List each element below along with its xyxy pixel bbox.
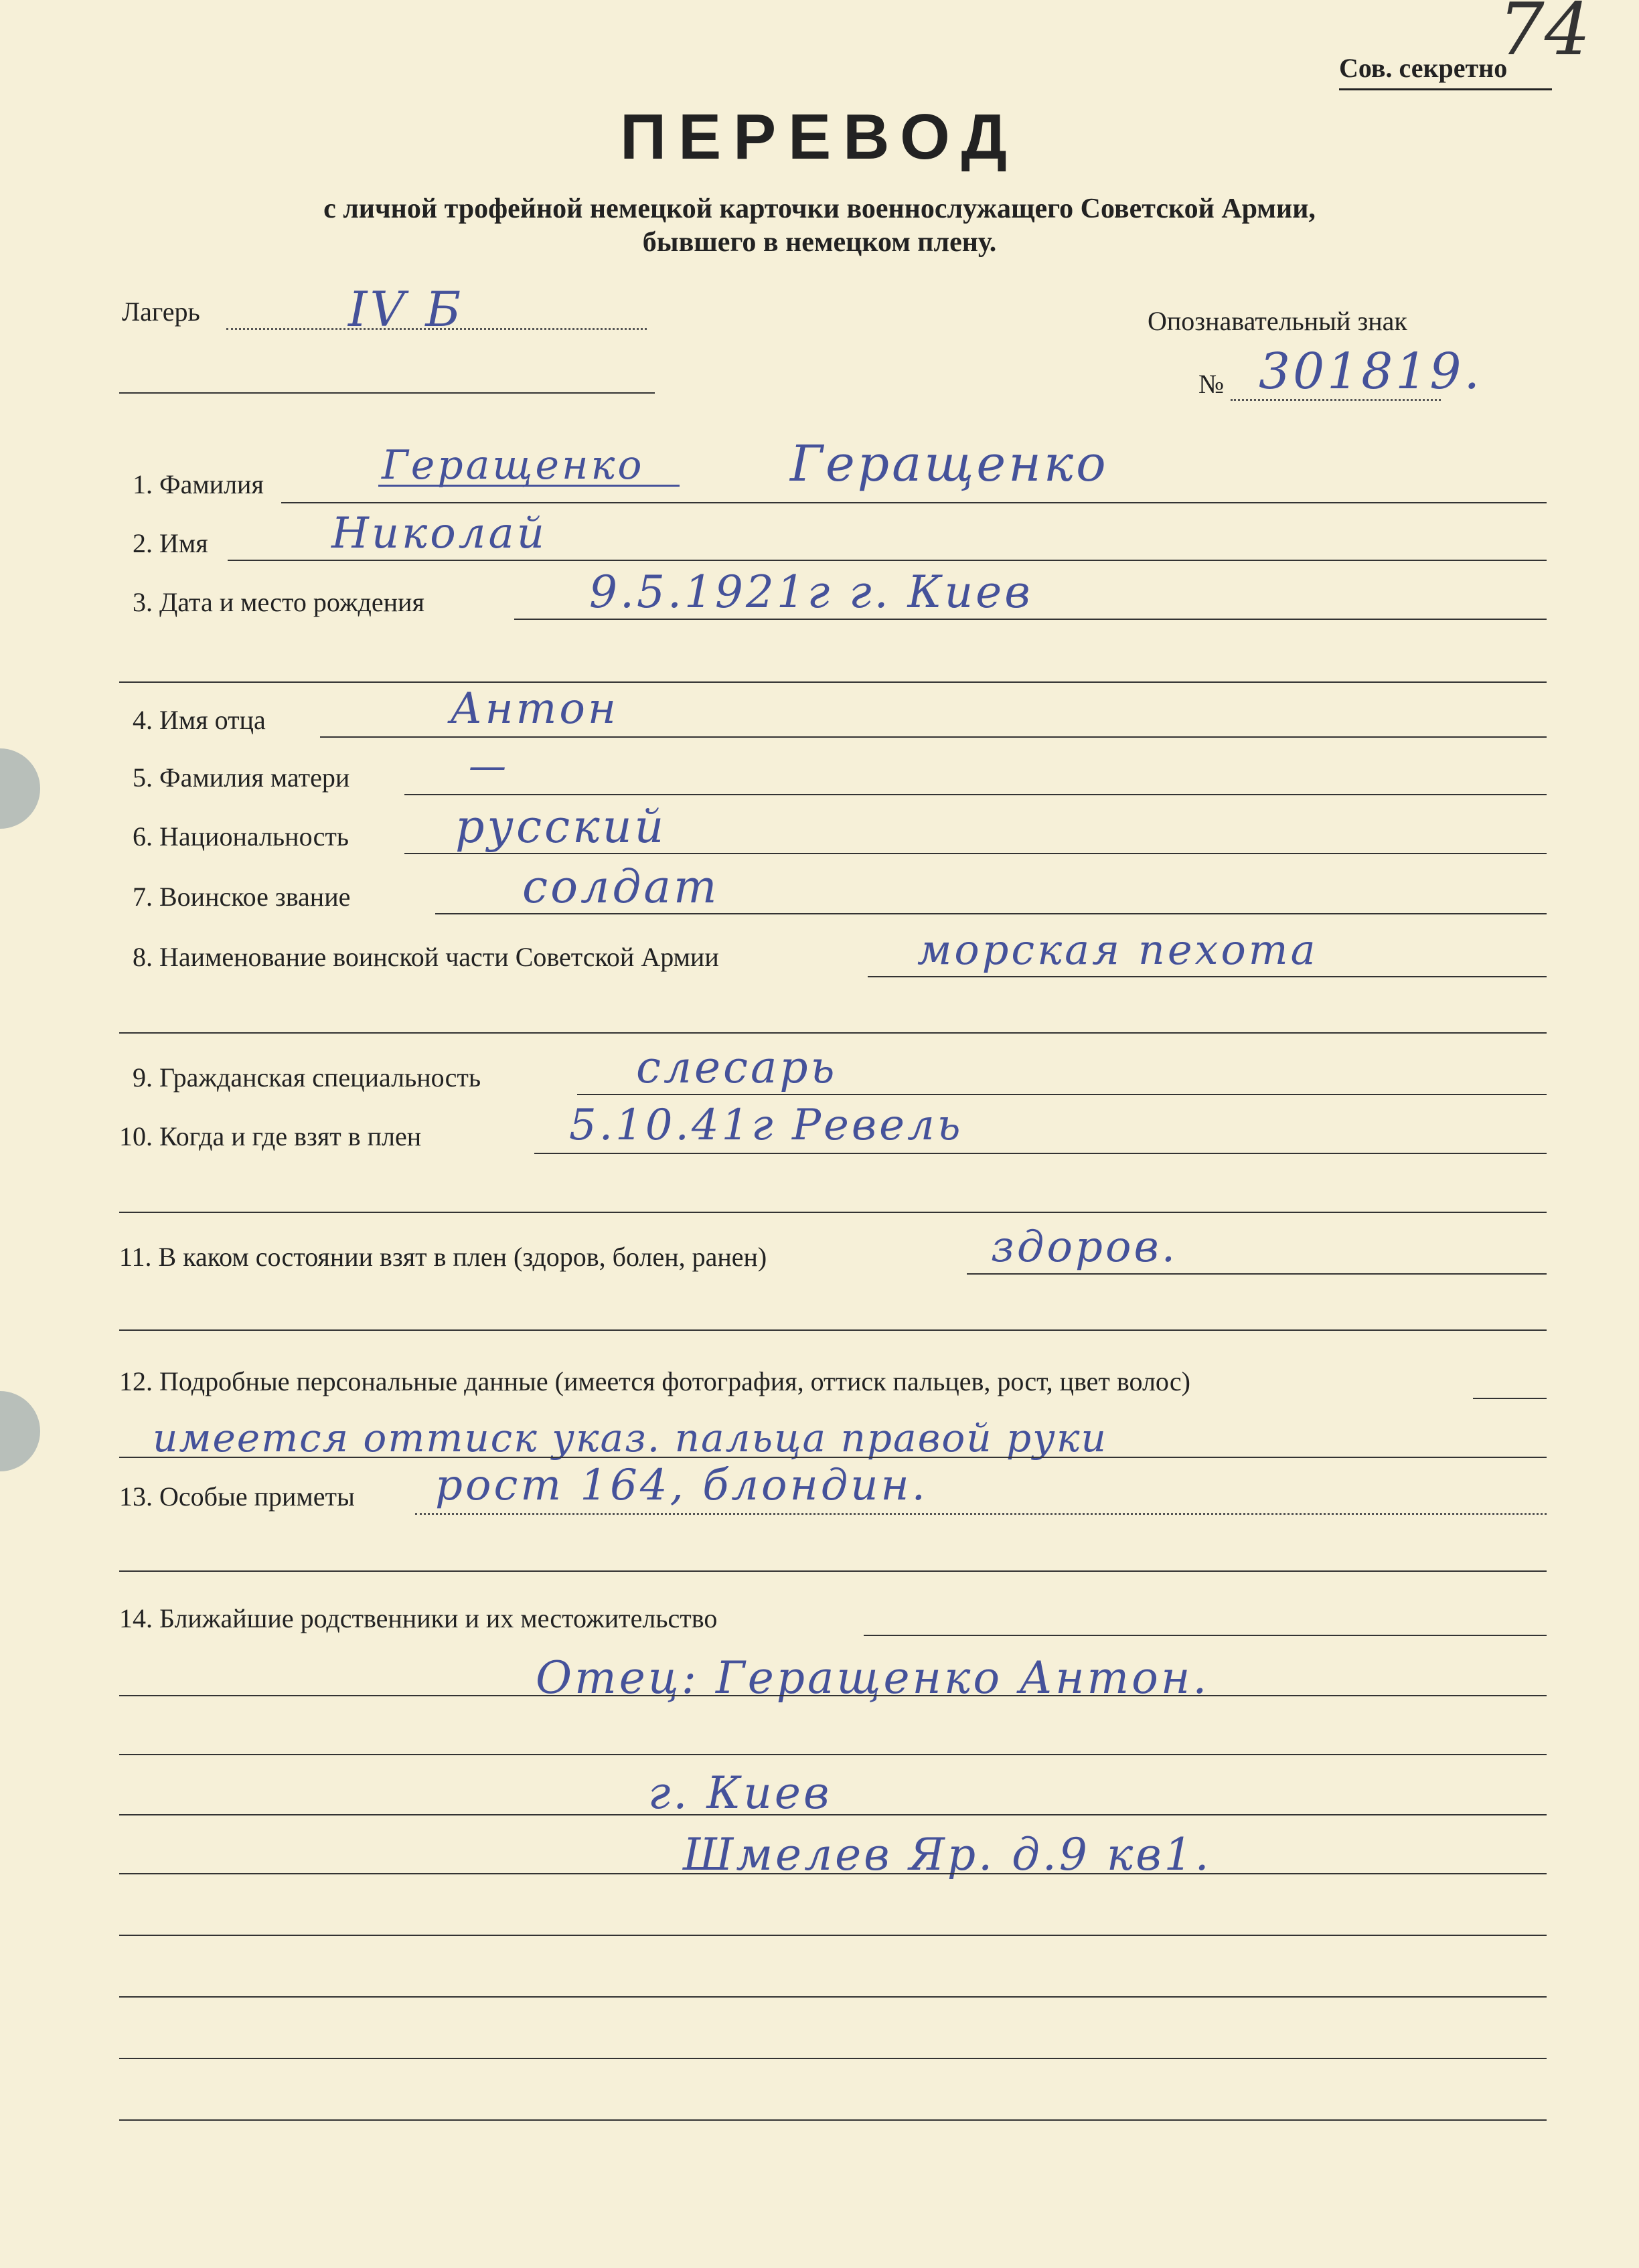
page-number: 74 (1498, 0, 1591, 72)
classification-underline (1339, 88, 1552, 90)
field-personal-data-line (1473, 1398, 1547, 1399)
field-personal-data-line-2 (119, 1457, 1547, 1458)
field-mother-value: — (469, 744, 509, 788)
id-tag-label: Опознавательный знак (1148, 306, 1407, 336)
field-rank-label: 7. Воинское звание (133, 882, 351, 912)
field-father-line (320, 736, 1547, 738)
field-relatives-line-5 (119, 1873, 1547, 1874)
field-relatives-line (864, 1635, 1547, 1636)
punch-hole-top (0, 748, 40, 829)
punch-hole-bottom (0, 1391, 40, 1471)
field-mother-line (404, 794, 1547, 795)
field-condition-value: здоров. (991, 1222, 1178, 1272)
field-surname-struck: Геращенко (382, 442, 645, 489)
field-rank-value: солдат (522, 861, 720, 914)
field-relatives-line3: Шмелев Яр. д.9 кв1. (683, 1829, 1212, 1880)
field-captured-value: 5.10.41г Ревель (569, 1101, 963, 1150)
field-condition-label: 11. В каком состоянии взят в плен (здоров, болен, ранен) (119, 1242, 767, 1272)
field-surname-line (281, 502, 1547, 503)
camp-value: IV Б (348, 281, 464, 337)
field-relatives-line-9 (119, 2119, 1547, 2121)
field-birth-label: 3. Дата и место рождения (133, 587, 424, 617)
field-unit-label: 8. Наименование воинской части Советской Армии (133, 942, 719, 972)
id-number-value: 301819. (1259, 343, 1483, 400)
field-relatives-line-4 (119, 1814, 1547, 1815)
field-name-value: Николай (331, 509, 547, 558)
camp-label: Лагерь (122, 297, 200, 327)
field-condition-line (967, 1273, 1547, 1275)
field-personal-data-value: имеется оттиск указ. пальца правой руки (153, 1415, 1107, 1461)
classification-stamp: Сов. секретно (1339, 53, 1508, 83)
field-specialty-line (577, 1094, 1547, 1095)
camp-second-line (119, 392, 655, 394)
document-subtitle-2: бывшего в немецком плену. (642, 227, 997, 258)
field-name-line (228, 560, 1547, 561)
surname-strikethrough (378, 485, 680, 487)
field-relatives-line-8 (119, 2058, 1547, 2059)
field-specialty-value: слесарь (636, 1042, 838, 1093)
field-relatives-line-6 (119, 1935, 1547, 1936)
document-subtitle: с личной трофейной немецкой карточки военнослужащего Советской Армии, (323, 193, 1316, 224)
field-special-marks-value: рост 164, блондин. (435, 1461, 928, 1510)
field-birth-line (514, 619, 1547, 620)
field-nationality-value: русский (455, 801, 667, 854)
field-nationality-label: 6. Национальность (133, 821, 349, 852)
field-relatives-line2: г. Киев (648, 1767, 832, 1819)
field-name-label: 2. Имя (133, 528, 208, 558)
field-condition-line-2 (119, 1329, 1547, 1331)
field-unit-line (868, 976, 1547, 977)
field-relatives-line-2 (119, 1695, 1547, 1696)
field-personal-data-label: 12. Подробные персональные данные (имеется фотография, оттиск пальцев, рост, цвет волос) (119, 1366, 1190, 1396)
field-birth-value: 9.5.1921г г. Киев (589, 566, 1033, 618)
field-father-label: 4. Имя отца (133, 705, 266, 735)
field-specialty-label: 9. Гражданская специальность (133, 1062, 481, 1092)
field-birth-line-2 (119, 681, 1547, 683)
field-captured-line-2 (119, 1212, 1547, 1213)
field-unit-line-2 (119, 1032, 1547, 1034)
field-relatives-line-3 (119, 1754, 1547, 1755)
field-relatives-line-7 (119, 1996, 1547, 1998)
field-unit-value: морская пехота (917, 925, 1318, 974)
document-title: ПЕРЕВОД (620, 101, 1019, 173)
field-surname-value: Геращенко (790, 435, 1109, 493)
id-number-sign: № (1198, 369, 1225, 399)
field-father-value: Антон (450, 684, 619, 734)
field-special-marks-line (415, 1513, 1547, 1515)
field-captured-label: 10. Когда и где взят в плен (119, 1121, 422, 1151)
field-surname-label: 1. Фамилия (133, 469, 264, 499)
field-mother-label: 5. Фамилия матери (133, 762, 350, 793)
field-captured-line (534, 1153, 1547, 1154)
field-relatives-label: 14. Ближайшие родственники и их местожительство (119, 1603, 718, 1633)
field-relatives-line1: Отец: Геращенко Антон. (536, 1652, 1210, 1704)
field-special-marks-label: 13. Особые приметы (119, 1481, 355, 1512)
field-special-marks-line-2 (119, 1570, 1547, 1572)
